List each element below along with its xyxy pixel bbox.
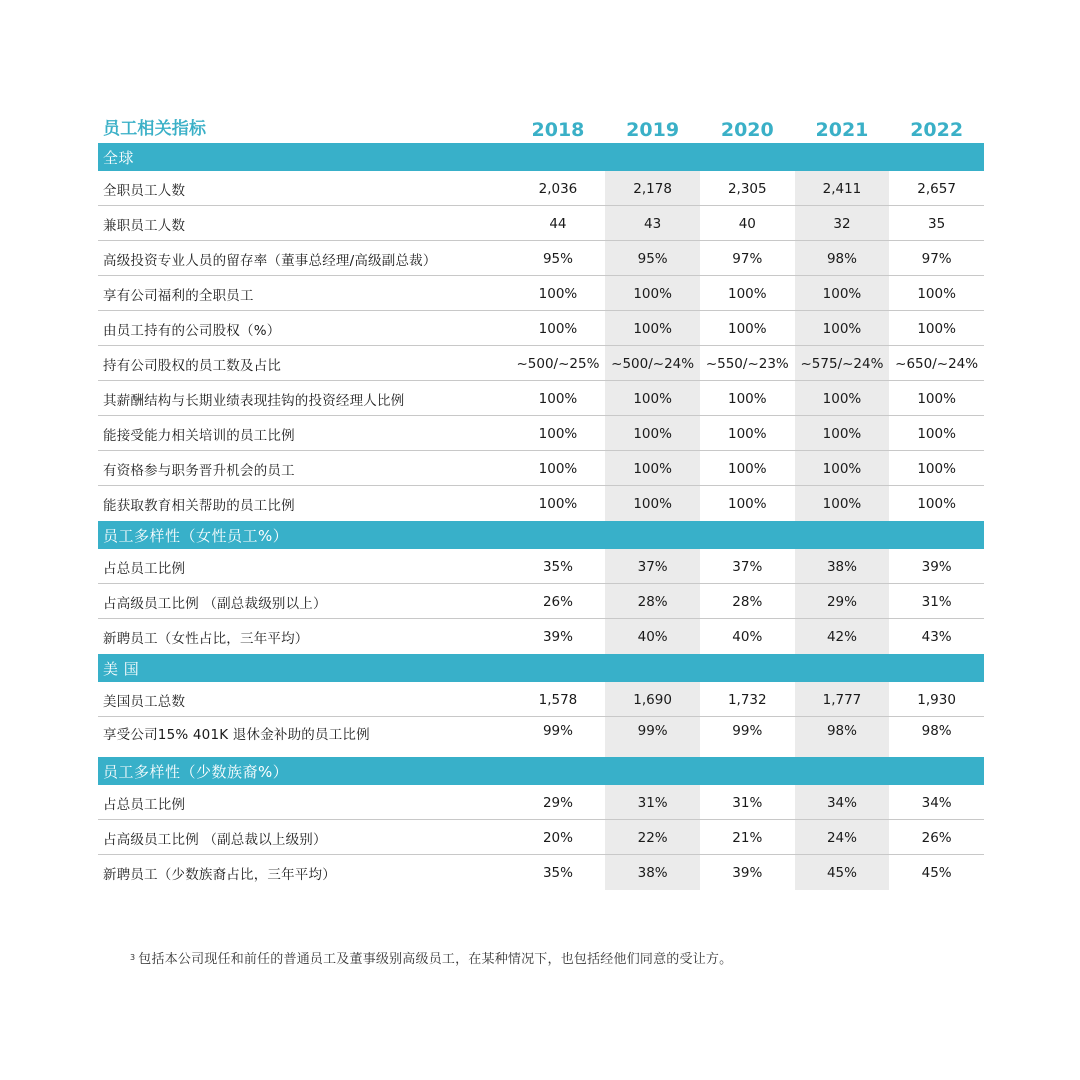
table-cell: 2,178	[605, 171, 700, 206]
table-cell: 100%	[727, 390, 767, 407]
table-cell: 100%	[917, 285, 956, 302]
table-cell: 100%	[795, 416, 890, 451]
table-row	[98, 682, 984, 717]
table-row	[98, 416, 984, 451]
table-cell: 43	[605, 206, 700, 241]
table-cell: 100%	[538, 425, 578, 442]
table-cell: 100%	[538, 495, 578, 512]
row-label: 由员工持有的公司股权（%）	[103, 322, 281, 339]
table-cell: ~500/~25%	[516, 355, 600, 372]
table-cell: 2,305	[727, 180, 767, 197]
table-cell: 40%	[605, 619, 700, 654]
table-cell: 100%	[727, 425, 767, 442]
table-row	[98, 346, 984, 381]
table-cell: 2,036	[538, 180, 578, 197]
table-title: 员工相关指标	[103, 119, 207, 139]
table-cell: 100%	[795, 451, 890, 486]
section-header: 员工多样性（少数族裔%）	[98, 757, 984, 785]
table-cell: 100%	[605, 311, 700, 346]
table-cell: 100%	[605, 486, 700, 521]
row-label: 占高级员工比例 （副总裁以上级别）	[103, 831, 327, 848]
table-row	[98, 717, 984, 757]
table-cell: 38%	[795, 549, 890, 584]
footnote-marker: 3	[130, 953, 136, 962]
table-row	[98, 855, 984, 890]
table-cell: 100%	[538, 320, 578, 337]
table-cell: 37%	[605, 549, 700, 584]
table-row	[98, 451, 984, 486]
section-header: 员工多样性（女性员工%）	[98, 521, 984, 549]
table-cell: 100%	[795, 276, 890, 311]
table-cell: 34%	[921, 794, 952, 811]
year-header: 2020	[720, 119, 774, 141]
table-cell: 31%	[921, 593, 952, 610]
table-cell: 100%	[917, 320, 956, 337]
table-row	[98, 584, 984, 619]
section-header: 美 国	[98, 654, 984, 682]
table-cell: 20%	[542, 829, 573, 846]
table-cell: 43%	[921, 628, 952, 645]
table-cell: 100%	[605, 416, 700, 451]
table-cell: 39%	[542, 628, 573, 645]
table-cell: 100%	[727, 285, 767, 302]
table-row	[98, 311, 984, 346]
year-header: 2019	[626, 119, 680, 141]
table-cell: ~650/~24%	[895, 355, 979, 372]
year-header: 2022	[910, 119, 964, 141]
table-cell: ~550/~23%	[705, 355, 789, 372]
table-row	[98, 171, 984, 206]
table-cell: 1,578	[538, 691, 578, 708]
table-cell: 29%	[795, 584, 890, 619]
table-row	[98, 549, 984, 584]
row-label: 其薪酬结构与长期业绩表现挂钩的投资经理人比例	[103, 392, 405, 409]
row-label: 享有公司福利的全职员工	[103, 287, 254, 304]
table-row	[98, 241, 984, 276]
footnote-text: 包括本公司现任和前任的普通员工及董事级别高级员工，在某种情况下，也包括经他们同意的受让方。	[138, 952, 733, 967]
table-cell: 100%	[795, 311, 890, 346]
table-cell: 45%	[921, 864, 952, 881]
table-cell: 95%	[605, 241, 700, 276]
table-row	[98, 276, 984, 311]
table-cell: 22%	[605, 820, 700, 855]
table-cell: 32	[795, 206, 890, 241]
table-cell: 38%	[605, 855, 700, 890]
table-cell: 1,690	[605, 682, 700, 717]
table-cell: 44	[549, 215, 567, 232]
row-label: 美国员工总数	[103, 693, 186, 710]
year-header: 2021	[815, 119, 869, 141]
table-cell: 45%	[795, 855, 890, 890]
table-cell: 39%	[921, 558, 952, 575]
table-cell: 1,732	[727, 691, 767, 708]
table-body	[98, 143, 984, 890]
table-cell: 28%	[605, 584, 700, 619]
table-cell: 28%	[732, 593, 763, 610]
table-cell: 97%	[921, 250, 952, 267]
table-cell: 98%	[795, 241, 890, 276]
section-header: 全球	[98, 143, 984, 171]
row-label: 新聘员工（少数族裔占比，三年平均）	[103, 866, 336, 883]
footnote	[130, 948, 732, 967]
table-cell: ~575/~24%	[795, 346, 890, 381]
table-cell: 26%	[542, 593, 573, 610]
table-row	[98, 486, 984, 521]
row-label: 有资格参与职务晋升机会的员工	[103, 462, 295, 479]
table-cell: 40%	[732, 628, 763, 645]
row-label: 占总员工比例	[103, 560, 186, 577]
table-cell: 31%	[732, 794, 763, 811]
row-label: 能接受能力相关培训的员工比例	[103, 427, 295, 444]
table-cell: 24%	[795, 820, 890, 855]
table-row	[98, 206, 984, 241]
table-cell: 100%	[727, 460, 767, 477]
table-cell: 100%	[917, 425, 956, 442]
table-cell: 35	[928, 215, 946, 232]
table-cell: 35%	[542, 558, 573, 575]
row-label: 占高级员工比例 （副总裁级别以上）	[103, 595, 327, 612]
table-cell: 1,930	[917, 691, 956, 708]
table-cell: 99%	[605, 717, 700, 757]
table-cell: 100%	[727, 320, 767, 337]
table-row	[98, 619, 984, 654]
table-cell: 100%	[538, 285, 578, 302]
row-label: 持有公司股权的员工数及占比	[103, 357, 282, 374]
table-cell: 99%	[732, 723, 763, 739]
row-label: 全职员工人数	[103, 182, 186, 199]
table-cell: 26%	[921, 829, 952, 846]
table-cell: 40	[738, 215, 756, 232]
table-cell: 29%	[542, 794, 573, 811]
table-cell: 34%	[795, 785, 890, 820]
table-cell: 98%	[921, 723, 952, 739]
table-cell: 99%	[542, 723, 573, 739]
year-header: 2018	[531, 119, 585, 141]
table-cell: 100%	[538, 460, 578, 477]
employee-metrics-table	[98, 108, 984, 890]
table-cell: 100%	[795, 486, 890, 521]
table-cell: 31%	[605, 785, 700, 820]
table-row	[98, 785, 984, 820]
table-cell: 100%	[605, 276, 700, 311]
table-header-row	[98, 108, 984, 143]
table-cell: 100%	[917, 390, 956, 407]
table-cell: 100%	[727, 495, 767, 512]
row-label: 能获取教育相关帮助的员工比例	[103, 497, 295, 514]
table-cell: 95%	[542, 250, 573, 267]
table-cell: 98%	[795, 717, 890, 757]
row-label: 兼职员工人数	[103, 217, 186, 234]
table-cell: 100%	[795, 381, 890, 416]
table-cell: 37%	[732, 558, 763, 575]
table-cell: 39%	[732, 864, 763, 881]
table-cell: 100%	[917, 495, 956, 512]
table-cell: 97%	[732, 250, 763, 267]
table-cell: 2,411	[795, 171, 890, 206]
table-cell: 1,777	[795, 682, 890, 717]
table-cell: 100%	[917, 460, 956, 477]
row-label: 占总员工比例	[103, 796, 186, 813]
table-row	[98, 820, 984, 855]
table-cell: 100%	[605, 381, 700, 416]
table-cell: 42%	[795, 619, 890, 654]
row-label: 高级投资专业人员的留存率（董事总经理/高级副总裁）	[103, 252, 437, 269]
table-cell: 35%	[542, 864, 573, 881]
table-cell: 2,657	[917, 180, 956, 197]
row-label: 新聘员工（女性占比，三年平均）	[103, 630, 309, 647]
table-cell: 100%	[538, 390, 578, 407]
table-cell: ~500/~24%	[605, 346, 700, 381]
table-cell: 100%	[605, 451, 700, 486]
row-label: 享受公司15% 401K 退休金补助的员工比例	[103, 727, 370, 743]
table-row	[98, 381, 984, 416]
table-cell: 21%	[732, 829, 763, 846]
